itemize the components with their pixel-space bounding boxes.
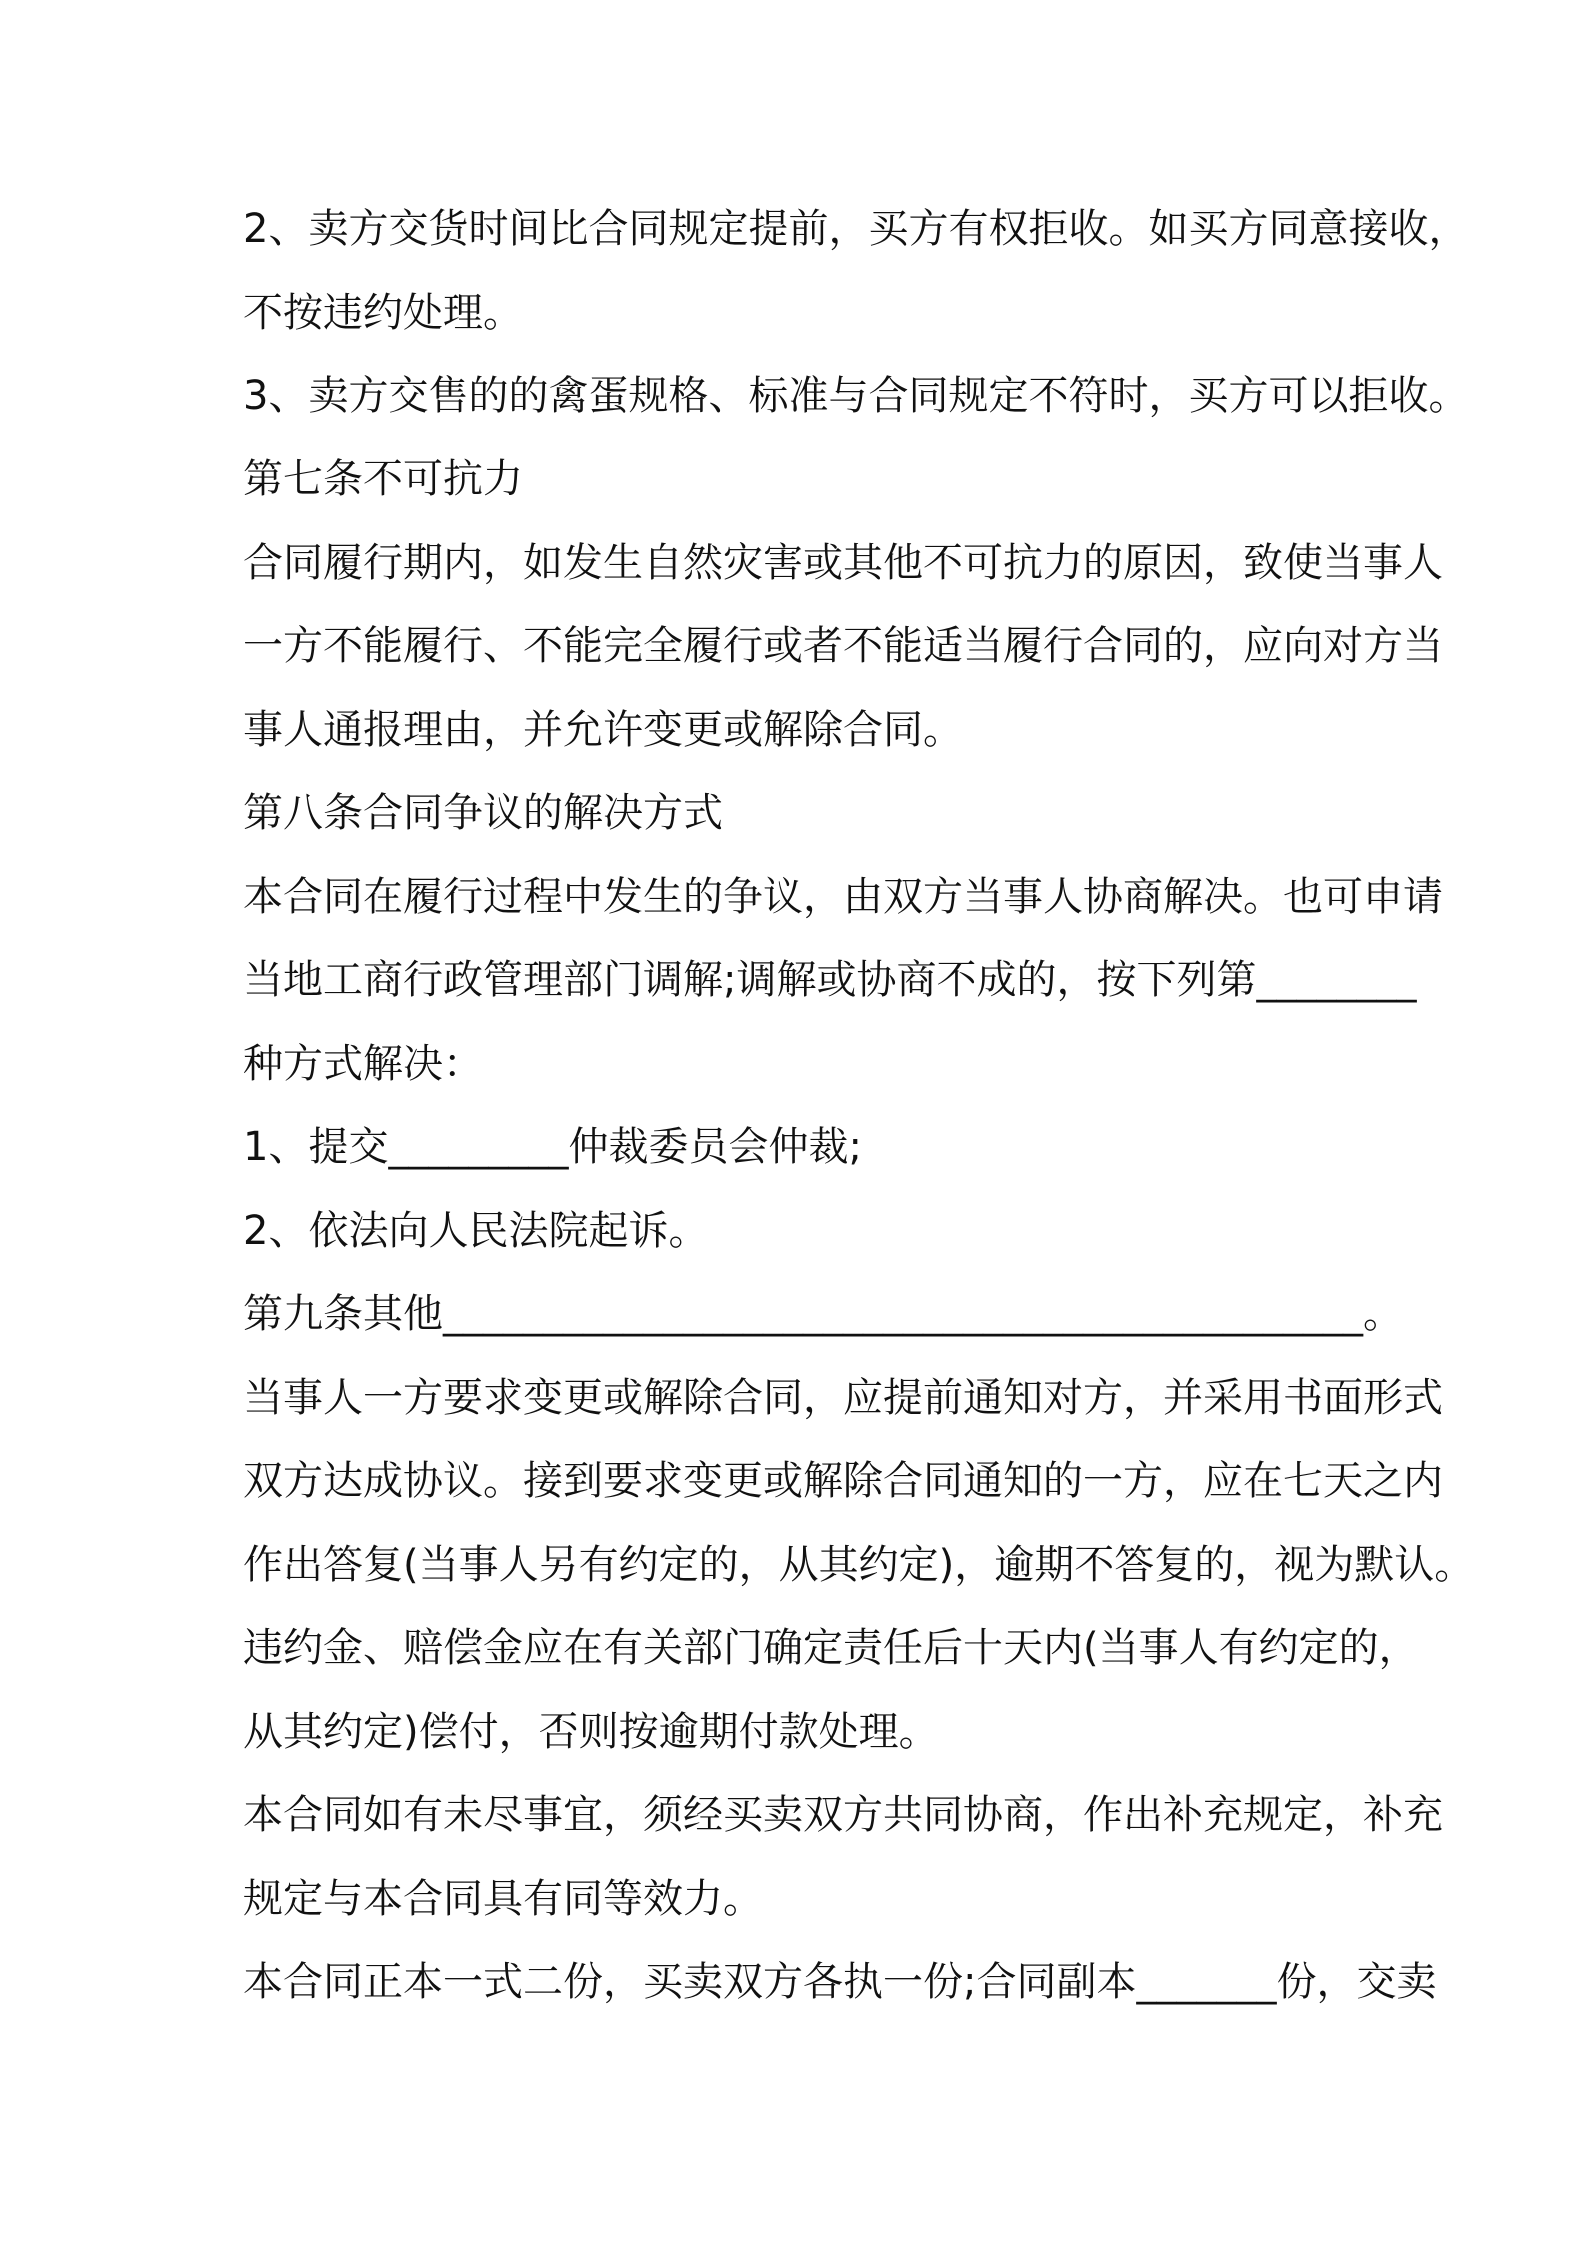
clause-line: 双方达成协议。接到要求变更或解除合同通知的一方，应在七天之内 [243,1458,1443,1504]
clause-line: 事人通报理由，并允许变更或解除合同。 [243,707,963,753]
clause-line: 种方式解决： [243,1041,483,1087]
section-heading: 第九条其他______________________________________________。 [243,1291,1403,1337]
clause-line: 本合同如有未尽事宜，须经买卖双方共同协商，作出补充规定，补充 [243,1792,1443,1838]
clause-line: 本合同正本一式二份，买卖双方各执一份;合同副本_______份，交卖 [243,1959,1437,2005]
clause-line: 当地工商行政管理部门调解;调解或协商不成的，按下列第________ [243,957,1417,1003]
clause-line: 一方不能履行、不能完全履行或者不能适当履行合同的，应向对方当 [243,623,1443,669]
clause-line: 2、依法向人民法院起诉。 [243,1208,709,1254]
section-heading: 第八条合同争议的解决方式 [243,790,723,836]
clause-line: 从其约定)偿付，否则按逾期付款处理。 [243,1709,939,1755]
clause-line: 1、提交_________仲裁委员会仲裁; [243,1124,862,1170]
clause-line: 不按违约处理。 [243,290,523,336]
clause-line: 规定与本合同具有同等效力。 [243,1876,763,1922]
clause-line: 合同履行期内，如发生自然灾害或其他不可抗力的原因，致使当事人 [243,540,1443,586]
clause-line: 本合同在履行过程中发生的争议，由双方当事人协商解决。也可申请 [243,874,1443,920]
section-heading: 第七条不可抗力 [243,456,523,502]
clause-line: 2、卖方交货时间比合同规定提前，买方有权拒收。如买方同意接收， [243,206,1469,252]
clause-line: 当事人一方要求变更或解除合同，应提前通知对方，并采用书面形式 [243,1375,1443,1421]
clause-line: 违约金、赔偿金应在有关部门确定责任后十天内(当事人有约定的， [243,1625,1419,1671]
clause-line: 3、卖方交售的的禽蛋规格、标准与合同规定不符时，买方可以拒收。 [243,373,1469,419]
clause-line: 作出答复(当事人另有约定的，从其约定)，逾期不答复的，视为默认。 [243,1542,1475,1588]
